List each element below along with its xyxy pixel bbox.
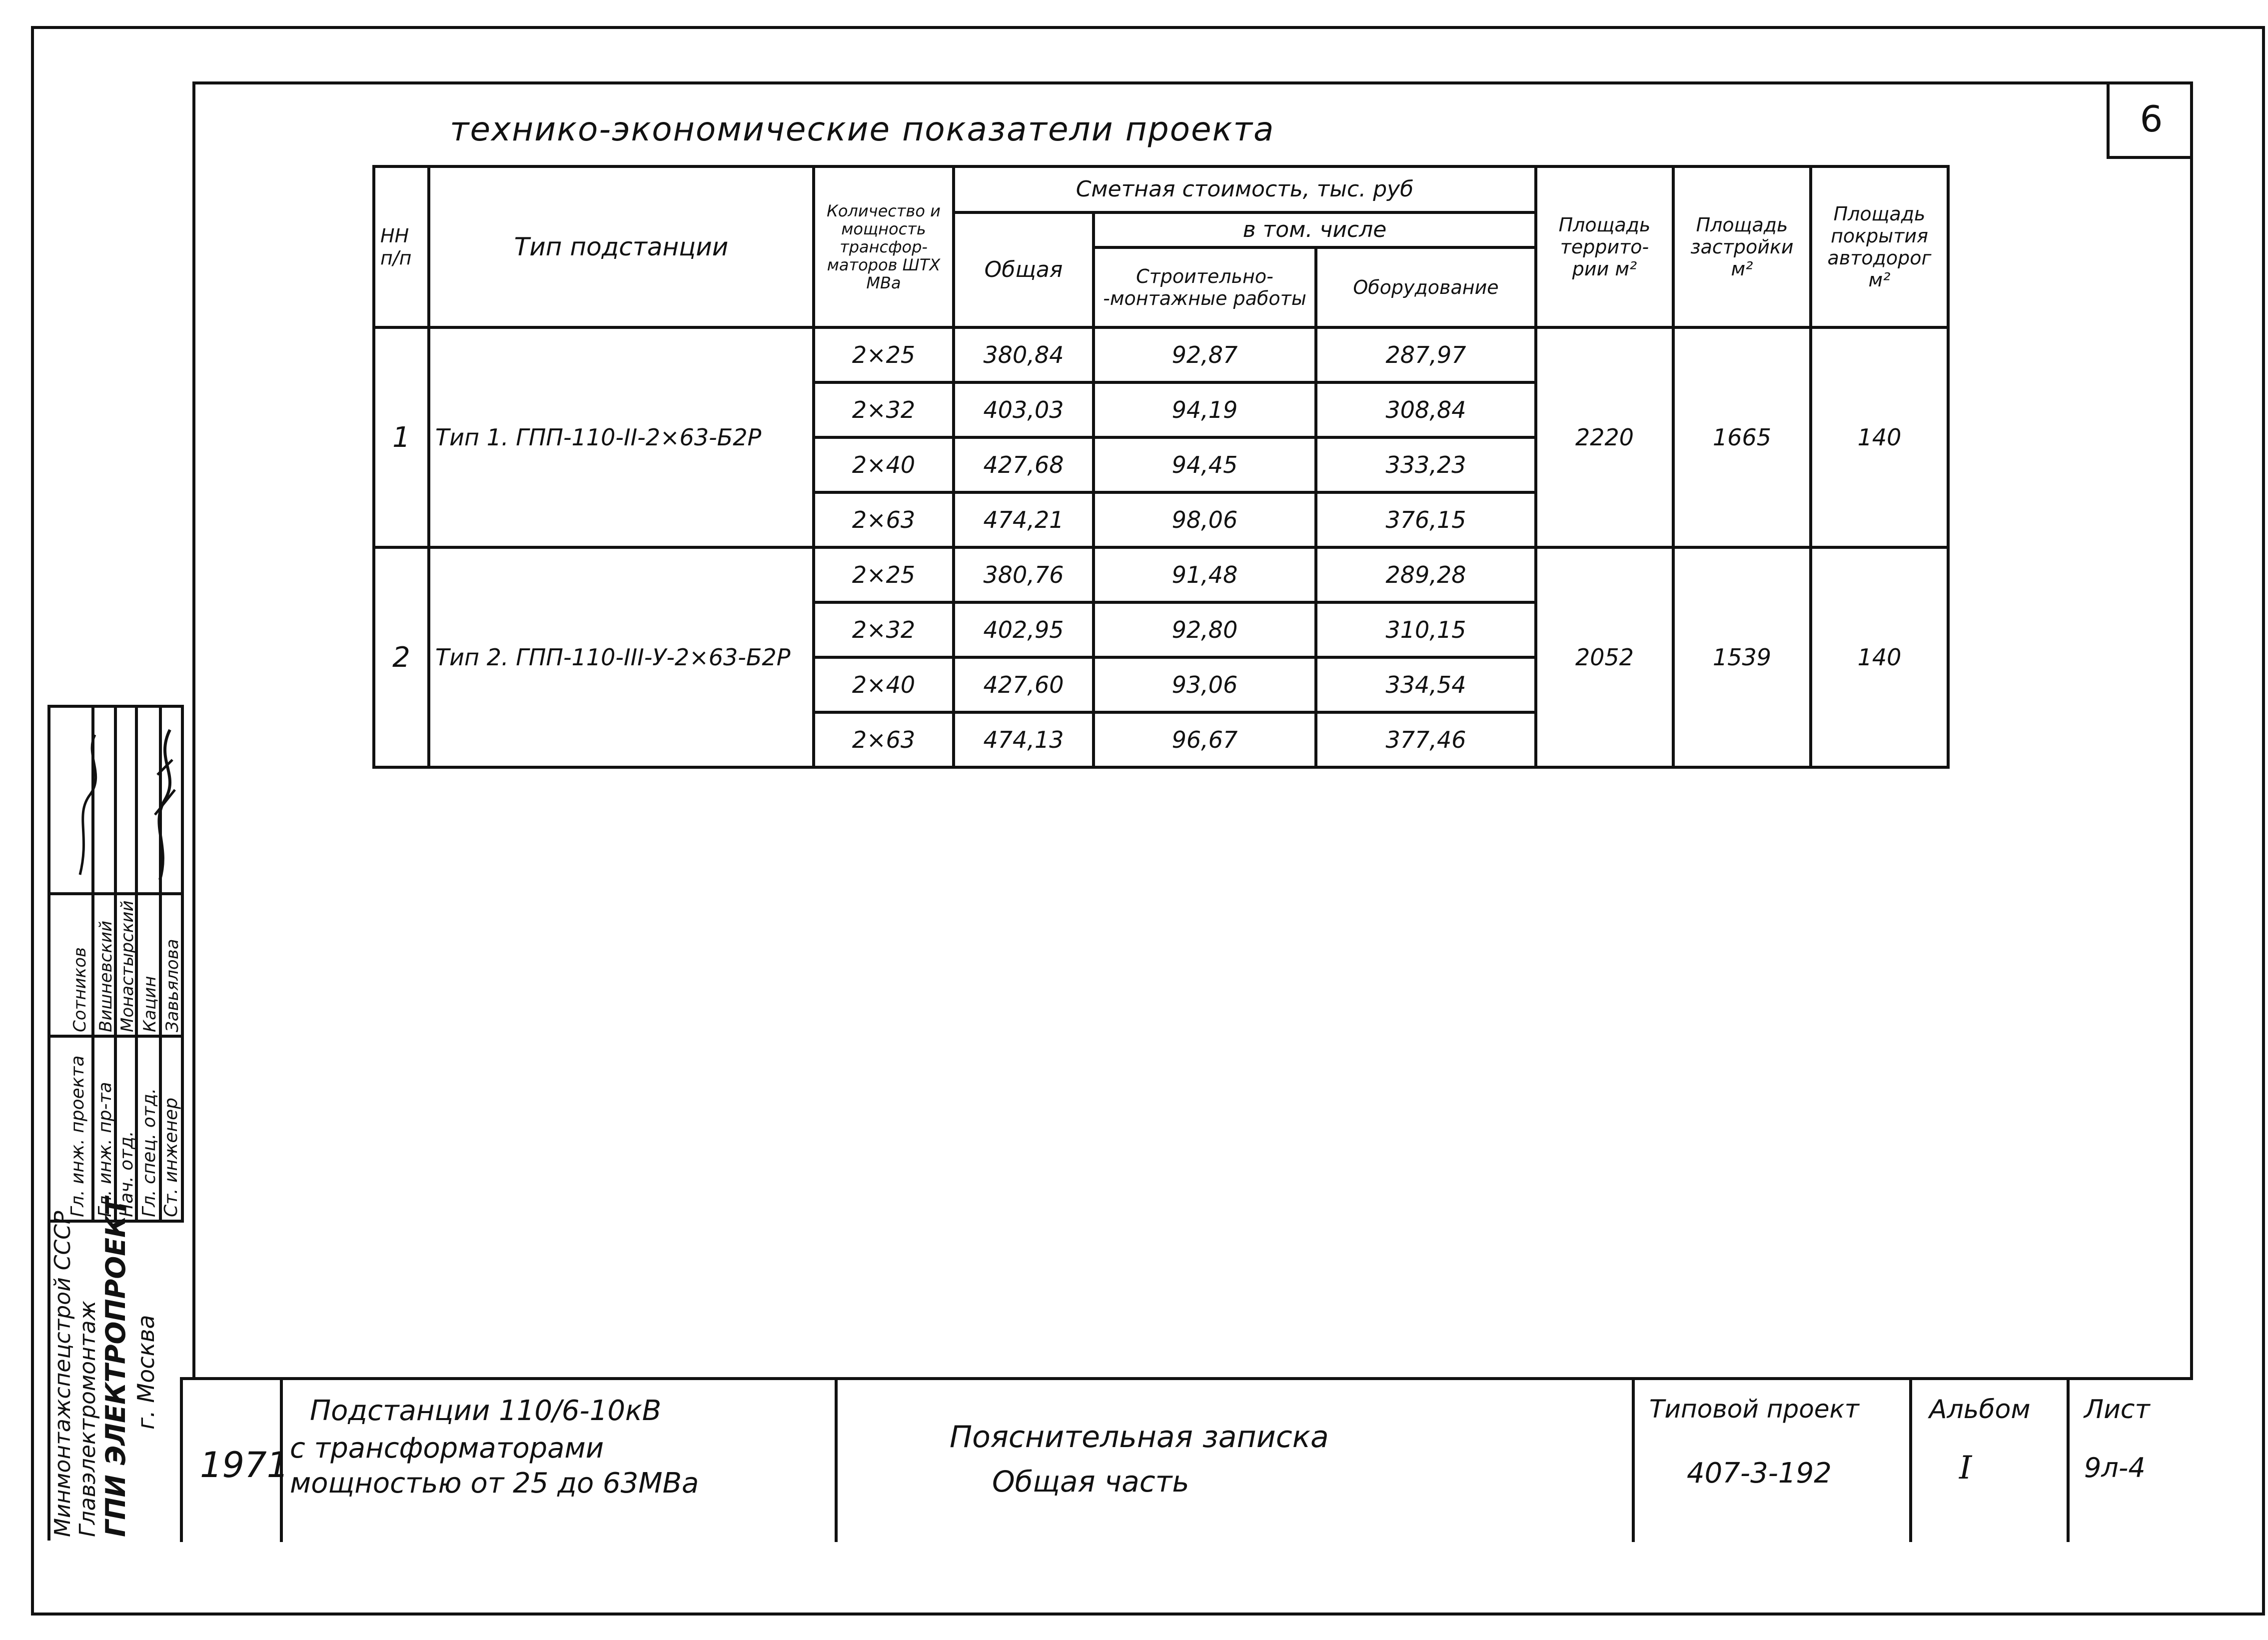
cell-equipment: 308,84 bbox=[1316, 382, 1536, 437]
tb-line bbox=[2067, 1377, 2070, 1542]
project-label: Типовой проект bbox=[1649, 1395, 1859, 1424]
tb-line bbox=[180, 1377, 2193, 1380]
header-incl: в том. числе bbox=[1094, 212, 1536, 247]
org-institute: ГПИ ЭЛЕКТРОПРОЕКТ bbox=[100, 1197, 131, 1537]
cell-construction: 93,06 bbox=[1094, 657, 1316, 712]
row-type: Тип 2. ГПП-110-III-У-2×63-Б2Р bbox=[429, 547, 814, 767]
header-roads: Площадь покрытия автодорог м² bbox=[1811, 166, 1948, 327]
cell-construction: 94,19 bbox=[1094, 382, 1316, 437]
cell-total: 474,21 bbox=[954, 492, 1094, 547]
cell-equipment: 377,46 bbox=[1316, 712, 1536, 767]
cell-equipment: 310,15 bbox=[1316, 602, 1536, 657]
sheet-code: 9л-4 bbox=[2084, 1452, 2146, 1484]
stamp-role: Нач. отд. bbox=[116, 1131, 137, 1217]
cell-total: 402,95 bbox=[954, 602, 1094, 657]
tb-line bbox=[1909, 1377, 1912, 1542]
row-num: 1 bbox=[374, 327, 429, 547]
cell-equipment: 333,23 bbox=[1316, 437, 1536, 492]
cell-total: 427,60 bbox=[954, 657, 1094, 712]
cell-qty: 2×40 bbox=[814, 437, 954, 492]
cell-construction: 94,45 bbox=[1094, 437, 1316, 492]
stamp-name: Сотников bbox=[70, 947, 90, 1032]
header-qty: Количество и мощность трансфор- маторов ШТХ МВа bbox=[814, 166, 954, 327]
cell-equipment: 376,15 bbox=[1316, 492, 1536, 547]
cell-qty: 2×63 bbox=[814, 492, 954, 547]
tb-line bbox=[835, 1377, 838, 1542]
album-number: I bbox=[1959, 1450, 1972, 1487]
header-building: Площадь застройки м² bbox=[1673, 166, 1811, 327]
stamp-name: Завьялова bbox=[162, 939, 182, 1032]
cell-construction: 92,80 bbox=[1094, 602, 1316, 657]
project-number: 407-3-192 bbox=[1687, 1457, 1832, 1490]
cell-construction: 91,48 bbox=[1094, 547, 1316, 602]
cell-total: 380,84 bbox=[954, 327, 1094, 382]
stamp-role: Гл. инж. проекта bbox=[67, 1055, 88, 1217]
cell-total: 380,76 bbox=[954, 547, 1094, 602]
stamp-line bbox=[47, 892, 184, 895]
cell-qty: 2×40 bbox=[814, 657, 954, 712]
stamp-role: Ст. инженер bbox=[161, 1097, 181, 1217]
cell-equipment: 287,97 bbox=[1316, 327, 1536, 382]
row-num: 2 bbox=[374, 547, 429, 767]
cell-building: 1539 bbox=[1673, 547, 1811, 767]
cell-qty: 2×25 bbox=[814, 547, 954, 602]
cell-construction: 96,67 bbox=[1094, 712, 1316, 767]
cell-qty: 2×25 bbox=[814, 327, 954, 382]
cell-construction: 98,06 bbox=[1094, 492, 1316, 547]
sheet-number: 6 bbox=[2107, 81, 2193, 159]
org-city: г. Москва bbox=[132, 1315, 159, 1430]
header-equipment: Оборудование bbox=[1316, 247, 1536, 327]
document-subtitle: Общая часть bbox=[992, 1465, 1189, 1499]
subject-line: мощностью от 25 до 63МВа bbox=[290, 1467, 699, 1500]
cell-total: 474,13 bbox=[954, 712, 1094, 767]
stamp-role: Гл. спец. отд. bbox=[139, 1088, 159, 1217]
album-label: Альбом bbox=[1929, 1395, 2031, 1425]
indicators-table bbox=[372, 165, 1950, 769]
stamp-name: Кацин bbox=[140, 976, 160, 1032]
row-type: Тип 1. ГПП-110-II-2×63-Б2Р bbox=[429, 327, 814, 547]
stamp-line bbox=[47, 705, 184, 708]
stamp-name: Вишневский bbox=[96, 920, 116, 1032]
document-title: Пояснительная записка bbox=[950, 1420, 1329, 1455]
org-ministry: Минмонтажспецстрой СССР bbox=[50, 1211, 75, 1537]
cell-total: 403,03 bbox=[954, 382, 1094, 437]
stamp-role: Гл. инж. пр-та bbox=[95, 1082, 115, 1217]
cell-equipment: 334,54 bbox=[1316, 657, 1536, 712]
org-glavk: Главэлектромонтаж bbox=[75, 1300, 100, 1537]
stamp-name: Монастырский bbox=[117, 900, 137, 1032]
header-construction: Строительно- -монтажные работы bbox=[1094, 247, 1316, 327]
cell-roads: 140 bbox=[1811, 547, 1948, 767]
tb-line bbox=[1632, 1377, 1635, 1542]
header-type: Тип подстанции bbox=[429, 166, 814, 327]
cell-qty: 2×32 bbox=[814, 382, 954, 437]
header-territory: Площадь террито- рии м² bbox=[1536, 166, 1673, 327]
subject-line: с трансформаторами bbox=[290, 1432, 604, 1465]
cell-qty: 2×63 bbox=[814, 712, 954, 767]
page-title: технико-экономические показатели проекта bbox=[450, 110, 1275, 148]
cell-territory: 2052 bbox=[1536, 547, 1673, 767]
cell-territory: 2220 bbox=[1536, 327, 1673, 547]
header-total: Общая bbox=[954, 212, 1094, 327]
signature-image bbox=[70, 715, 180, 890]
stamp-line bbox=[47, 1035, 184, 1038]
header-num: НН п/п bbox=[374, 166, 429, 327]
header-cost: Сметная стоимость, тыс. руб bbox=[954, 166, 1536, 212]
subject-line: Подстанции 110/6-10кВ bbox=[310, 1395, 662, 1427]
cell-construction: 92,87 bbox=[1094, 327, 1316, 382]
cell-qty: 2×32 bbox=[814, 602, 954, 657]
sheet-label: Лист bbox=[2084, 1395, 2150, 1425]
tb-line bbox=[180, 1377, 183, 1542]
cell-roads: 140 bbox=[1811, 327, 1948, 547]
cell-total: 427,68 bbox=[954, 437, 1094, 492]
cell-building: 1665 bbox=[1673, 327, 1811, 547]
year: 1971 bbox=[200, 1445, 289, 1486]
cell-equipment: 289,28 bbox=[1316, 547, 1536, 602]
